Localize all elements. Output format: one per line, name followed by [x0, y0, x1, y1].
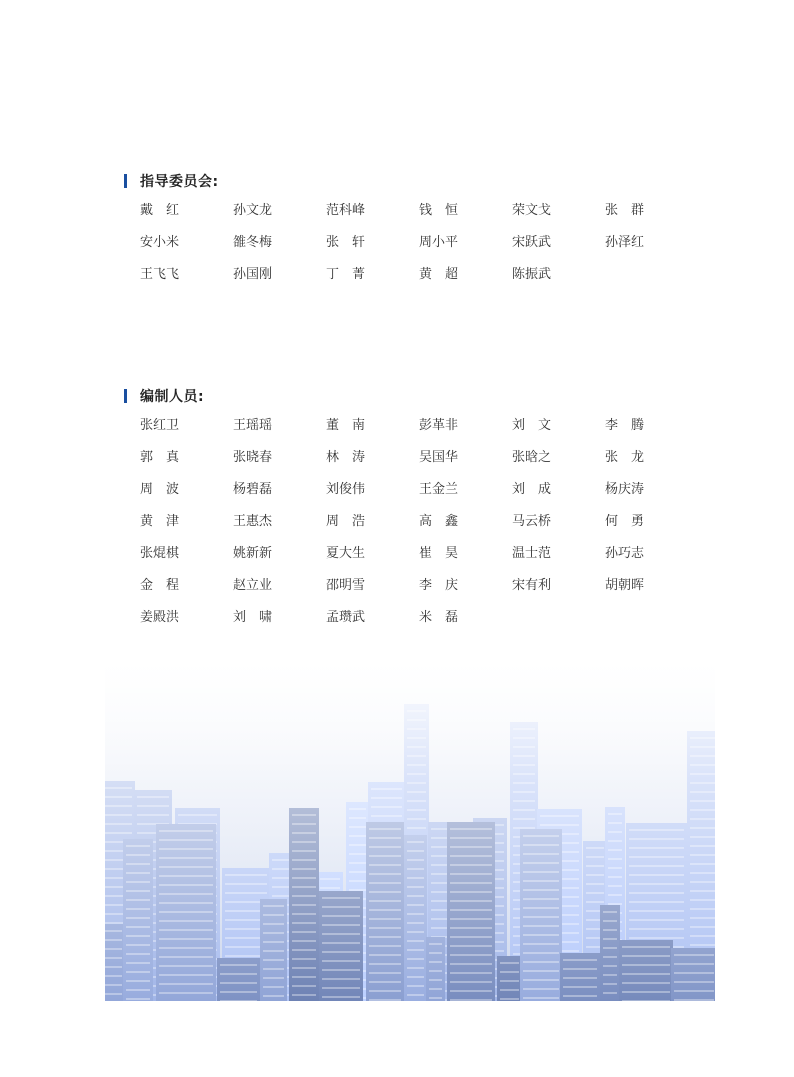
person-name: 王惠杰: [233, 514, 273, 529]
steering-committee-title: 指导委员会:: [140, 174, 219, 190]
person-name: 刘 啸: [233, 610, 273, 625]
steering-committee-names: [140, 200, 684, 296]
person-name: 李 腾: [605, 418, 645, 433]
person-name: 戴 红: [140, 203, 180, 218]
person-name: 赵立业: [233, 578, 273, 593]
person-name: 刘俊伟: [326, 482, 366, 497]
person-name: 宋跃武: [512, 235, 552, 250]
person-name: 马云桥: [512, 514, 552, 529]
person-name: 刘 文: [512, 418, 552, 433]
person-name: 董 南: [326, 418, 366, 433]
person-name: 杨庆涛: [605, 482, 645, 497]
person-name: 林 涛: [326, 450, 366, 465]
person-name: 张焜棋: [140, 546, 180, 561]
person-name: 崔 昊: [419, 546, 459, 561]
person-name: 姚新新: [233, 546, 273, 561]
person-name: 周 波: [140, 482, 180, 497]
person-name: 孟瓒武: [326, 610, 366, 625]
editors-section: [124, 385, 684, 639]
person-name: 夏大生: [326, 546, 366, 561]
person-name: 丁 菁: [326, 267, 366, 282]
person-name: 孙巧志: [605, 546, 645, 561]
heading-accent-bar: [124, 389, 127, 403]
person-name: 高 鑫: [419, 514, 459, 529]
person-name: 王金兰: [419, 482, 459, 497]
person-name: 姜殿洪: [140, 610, 180, 625]
person-name: 孙文龙: [233, 203, 273, 218]
city-skyline-image: [105, 660, 715, 1001]
person-name: 张晗之: [512, 450, 552, 465]
person-name: 金 程: [140, 578, 180, 593]
person-name: 张 龙: [605, 450, 645, 465]
steering-committee-heading: [124, 170, 684, 192]
person-name: 黄 津: [140, 514, 180, 529]
person-name: 张 群: [605, 203, 645, 218]
person-name: 胡朝晖: [605, 578, 645, 593]
person-name: 温士范: [512, 546, 552, 561]
person-name: 黄 超: [419, 267, 459, 282]
person-name: 王瑶瑶: [233, 418, 273, 433]
person-name: 宋有利: [512, 578, 552, 593]
person-name: 杨碧磊: [233, 482, 273, 497]
person-name: 孙泽红: [605, 235, 645, 250]
heading-accent-bar: [124, 174, 127, 188]
person-name: 郭 真: [140, 450, 180, 465]
person-name: 王飞飞: [140, 267, 180, 282]
person-name: 周 浩: [326, 514, 366, 529]
person-name: 周小平: [419, 235, 459, 250]
person-name: 陈振武: [512, 267, 552, 282]
person-name: 吴国华: [419, 450, 459, 465]
person-name: 何 勇: [605, 514, 645, 529]
person-name: 安小米: [140, 235, 180, 250]
person-name: 张 轩: [326, 235, 366, 250]
person-name: 钱 恒: [419, 203, 459, 218]
person-name: 雒冬梅: [233, 235, 273, 250]
person-name: 彭革非: [419, 418, 459, 433]
editors-names: [140, 415, 684, 639]
person-name: 刘 成: [512, 482, 552, 497]
steering-committee-section: [124, 170, 684, 296]
person-name: 邵明雪: [326, 578, 366, 593]
person-name: 李 庆: [419, 578, 459, 593]
person-name: 荣文戈: [512, 203, 552, 218]
person-name: 张晓春: [233, 450, 273, 465]
editors-heading: [124, 385, 684, 407]
person-name: 孙国刚: [233, 267, 273, 282]
person-name: 范科峰: [326, 203, 366, 218]
person-name: 米 磊: [419, 610, 459, 625]
person-name: 张红卫: [140, 418, 180, 433]
editors-title: 编制人员:: [140, 389, 205, 405]
